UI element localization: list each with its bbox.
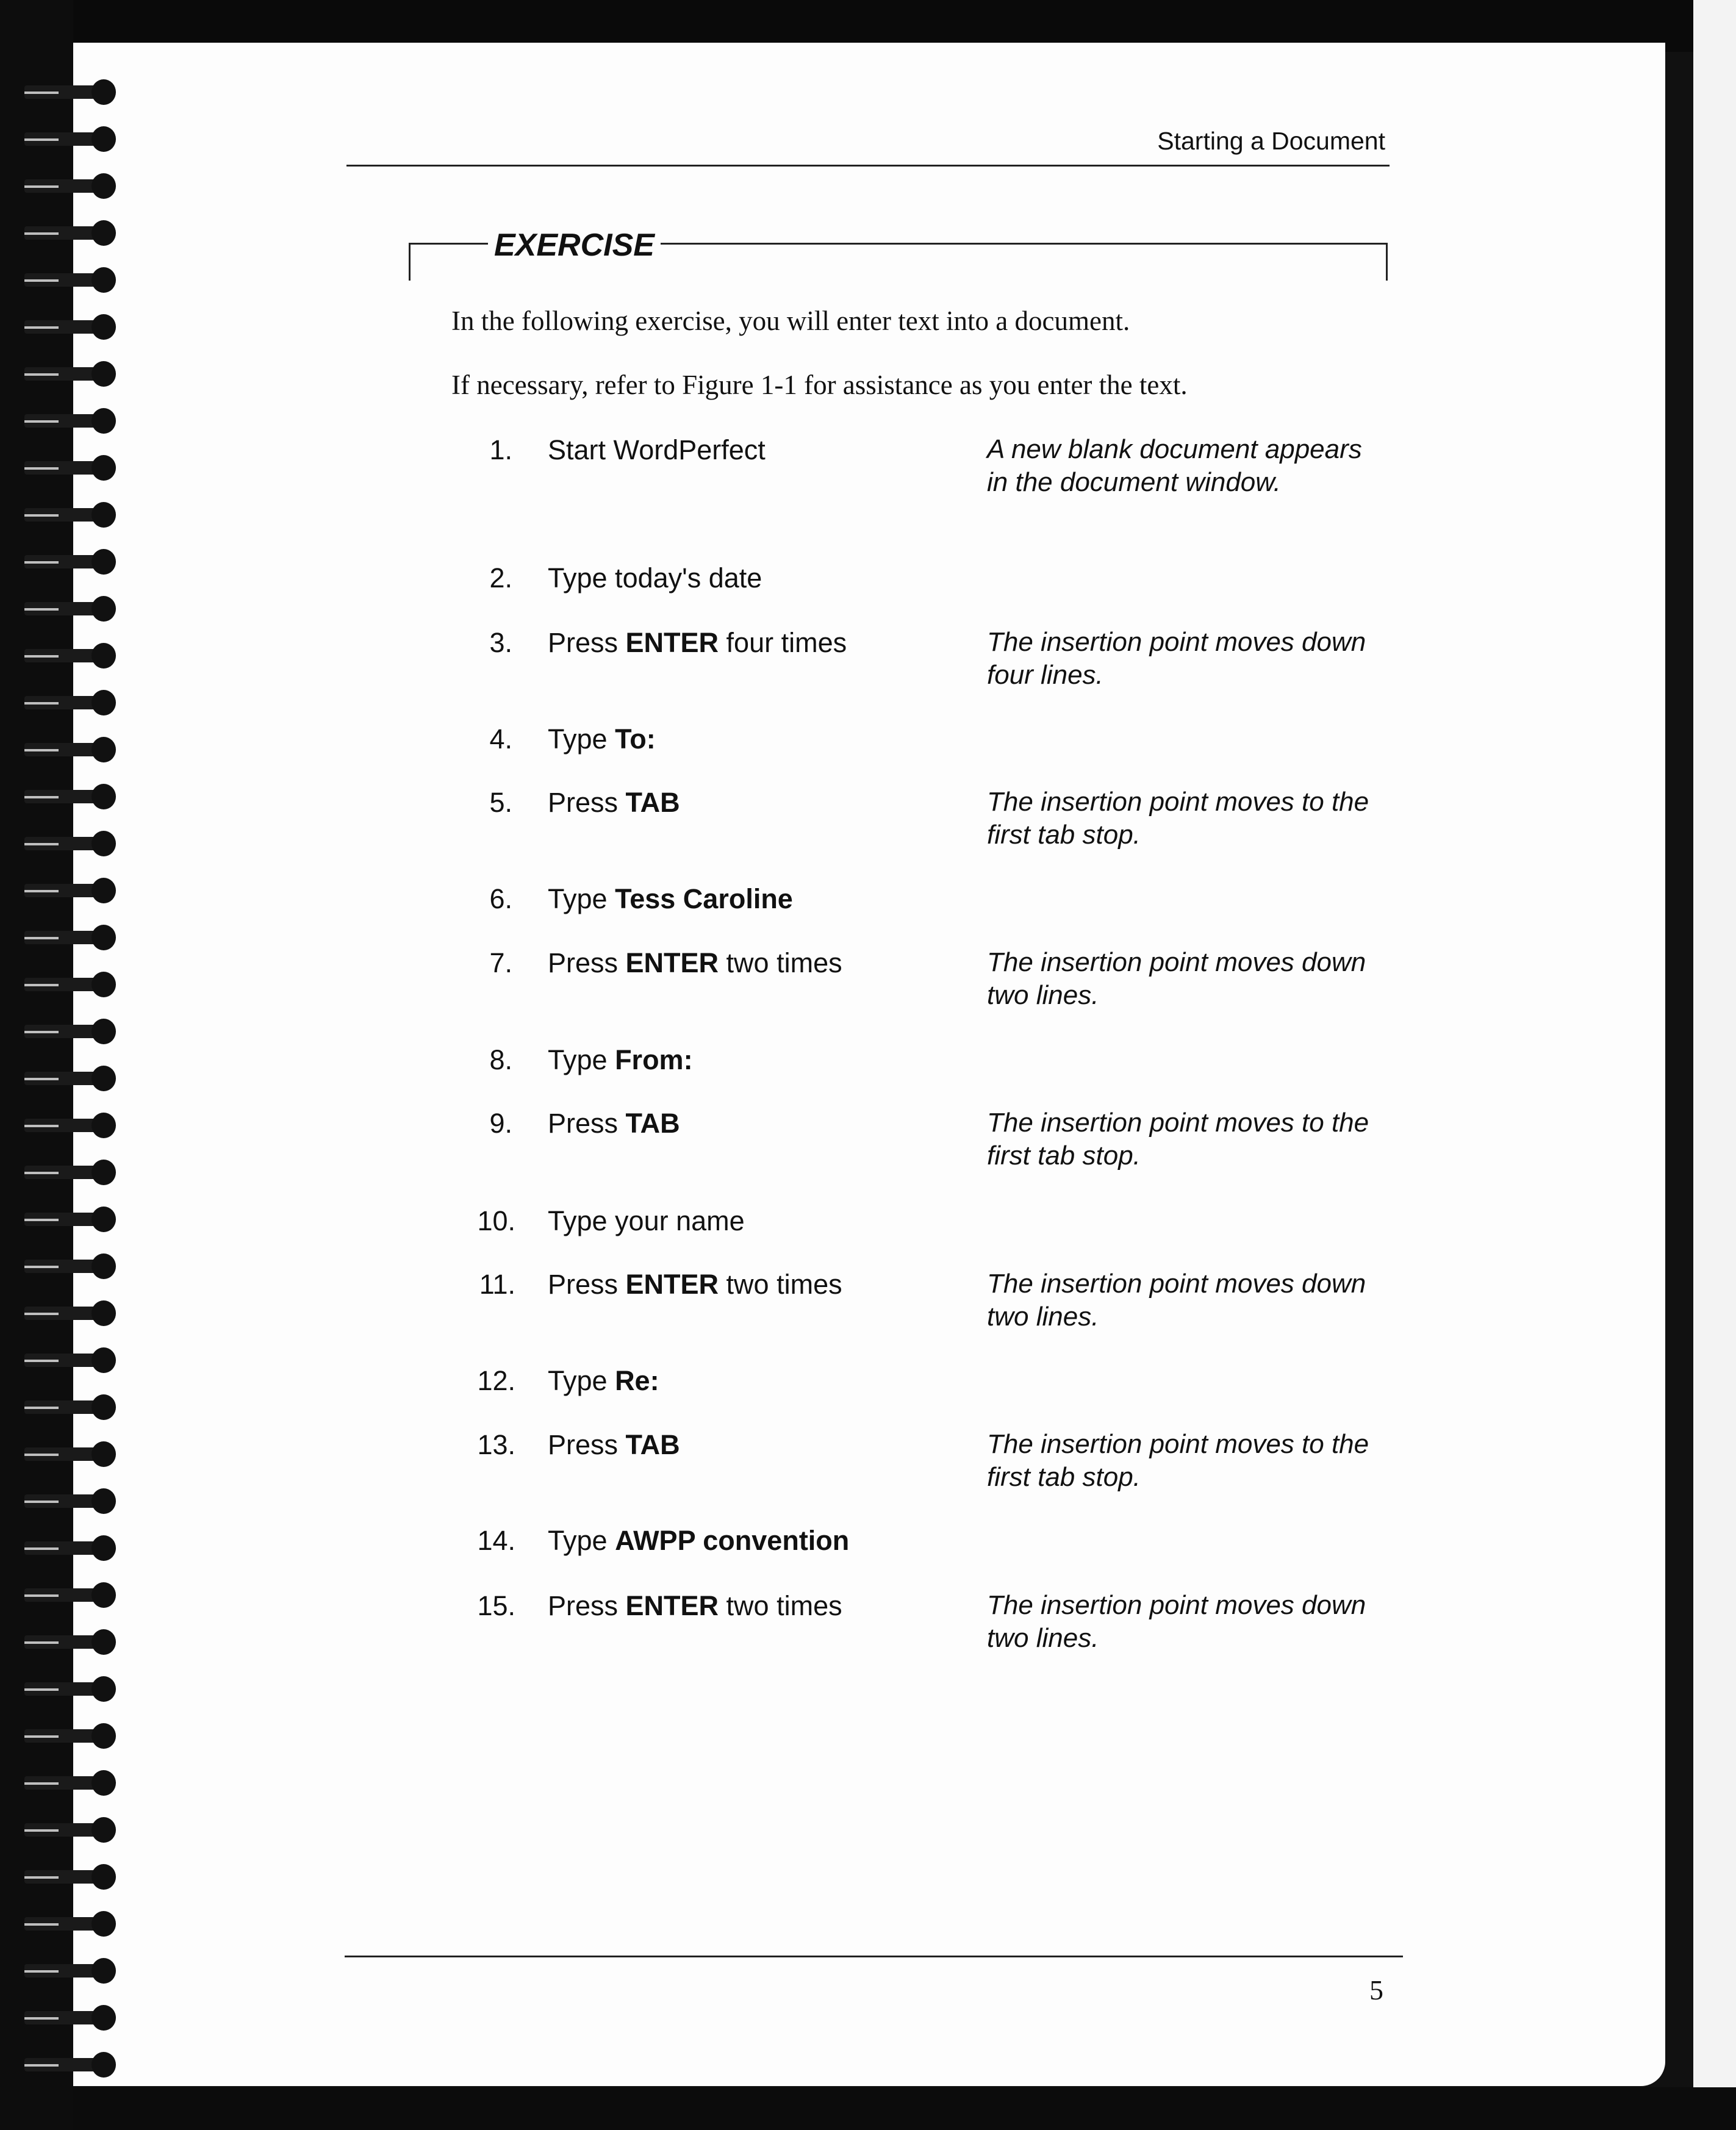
exercise-box-left bbox=[409, 243, 411, 281]
step-action bbox=[548, 1108, 680, 1139]
step-number: 8. bbox=[489, 1044, 512, 1075]
step-action bbox=[548, 1044, 693, 1076]
step-action bbox=[548, 627, 847, 659]
step-action-text: Press bbox=[548, 1429, 626, 1460]
step-action-keyword: ENTER bbox=[625, 627, 719, 658]
binding-ring bbox=[24, 596, 116, 622]
binding-ring bbox=[24, 408, 116, 434]
step-result-note: A new blank document appears in the document window. bbox=[987, 434, 1362, 497]
step-action bbox=[548, 1269, 842, 1300]
binding-ring bbox=[24, 831, 116, 856]
binding-ring bbox=[24, 925, 116, 950]
binding-ring bbox=[24, 455, 116, 481]
step-action-suffix: two times bbox=[719, 947, 842, 978]
binding-ring bbox=[24, 173, 116, 199]
binding-ring bbox=[24, 361, 116, 387]
step-result-note: The insertion point moves down four lines. bbox=[987, 627, 1366, 690]
step-action-text: Type bbox=[548, 1525, 615, 1556]
binding-ring bbox=[24, 314, 116, 340]
step-action bbox=[548, 1205, 745, 1237]
step-action-text: Type bbox=[548, 723, 615, 755]
step-result-note: The insertion point moves down two lines. bbox=[987, 947, 1366, 1010]
step-action-text: Press bbox=[548, 1269, 626, 1300]
step-result-note: The insertion point moves to the first tab stop. bbox=[987, 1108, 1369, 1171]
step-action-keyword: AWPP convention bbox=[615, 1525, 850, 1556]
page-number: 5 bbox=[1369, 1974, 1383, 2006]
binding-ring bbox=[24, 1347, 116, 1373]
step-number: 15. bbox=[477, 1590, 515, 1621]
step-action-text: Press bbox=[548, 947, 626, 978]
binding-ring bbox=[24, 220, 116, 246]
scan-bottom-border bbox=[0, 2087, 1736, 2130]
step-action bbox=[548, 1365, 659, 1397]
binding-ring bbox=[24, 267, 116, 293]
step-number: 6. bbox=[489, 883, 512, 914]
step-number: 13. bbox=[477, 1429, 515, 1460]
binding-ring bbox=[24, 972, 116, 997]
step-action bbox=[548, 787, 680, 819]
binding-ring bbox=[24, 502, 116, 528]
step-action-text: Press bbox=[548, 1590, 626, 1621]
binding-ring bbox=[24, 1253, 116, 1279]
binding-ring bbox=[24, 737, 116, 762]
step-action bbox=[548, 723, 656, 755]
step-action-keyword: TAB bbox=[625, 787, 680, 818]
binding-ring bbox=[24, 1300, 116, 1326]
binding-ring bbox=[24, 1441, 116, 1467]
step-action-text: Type bbox=[548, 1044, 615, 1075]
step-number: 7. bbox=[489, 947, 512, 978]
binding-ring bbox=[24, 126, 116, 152]
binding-ring bbox=[24, 784, 116, 809]
header-rule bbox=[346, 165, 1390, 167]
step-action bbox=[548, 883, 793, 915]
document-page bbox=[55, 43, 1665, 2086]
step-action-suffix: two times bbox=[719, 1269, 842, 1300]
step-action bbox=[548, 434, 766, 466]
step-action-text: Start WordPerfect bbox=[548, 434, 766, 465]
step-result-note: The insertion point moves down two lines. bbox=[987, 1269, 1366, 1332]
binding-ring bbox=[24, 2005, 116, 2031]
step-action-keyword: TAB bbox=[625, 1429, 680, 1460]
step-action-text: Type bbox=[548, 883, 615, 914]
exercise-intro-1: In the following exercise, you will enter text into a document. bbox=[451, 306, 1130, 336]
binding-ring bbox=[24, 1066, 116, 1091]
binding-ring bbox=[24, 1582, 116, 1608]
binding-ring bbox=[24, 1864, 116, 1890]
exercise-box-right bbox=[1386, 243, 1388, 281]
step-action-keyword: Re: bbox=[615, 1365, 659, 1396]
binding-ring bbox=[24, 1911, 116, 1937]
step-action-keyword: From: bbox=[615, 1044, 693, 1075]
binding-ring bbox=[24, 1958, 116, 1984]
step-number: 14. bbox=[477, 1525, 515, 1556]
step-result-note: The insertion point moves down two lines. bbox=[987, 1590, 1366, 1653]
exercise-heading: EXERCISE bbox=[488, 227, 661, 264]
step-action bbox=[548, 562, 762, 594]
binding-ring bbox=[24, 1113, 116, 1138]
step-action-text: Type bbox=[548, 1365, 615, 1396]
binding-ring bbox=[24, 1488, 116, 1514]
step-action-text: Type today's date bbox=[548, 562, 762, 593]
step-number: 2. bbox=[489, 562, 512, 593]
binding-ring bbox=[24, 1817, 116, 1843]
binding-ring bbox=[24, 1535, 116, 1561]
step-number: 1. bbox=[489, 434, 512, 465]
step-action-keyword: TAB bbox=[625, 1108, 680, 1139]
step-action-keyword: Tess Caroline bbox=[615, 883, 793, 914]
step-action-text: Press bbox=[548, 627, 626, 658]
binding-ring bbox=[24, 1723, 116, 1749]
step-action-keyword: ENTER bbox=[625, 947, 719, 978]
step-result-note: The insertion point moves to the first tab stop. bbox=[987, 1429, 1369, 1492]
binding-ring bbox=[24, 1629, 116, 1655]
step-action bbox=[548, 947, 842, 979]
step-action-text: Press bbox=[548, 787, 626, 818]
footer-rule bbox=[345, 1956, 1403, 1957]
step-number: 4. bbox=[489, 723, 512, 755]
step-action-suffix: two times bbox=[719, 1590, 842, 1621]
step-result-note: The insertion point moves to the first tab stop. bbox=[987, 787, 1369, 850]
binding-ring bbox=[24, 79, 116, 105]
binding-ring bbox=[24, 1160, 116, 1185]
step-action-keyword: To: bbox=[615, 723, 656, 755]
step-action-keyword: ENTER bbox=[625, 1590, 719, 1621]
binding-ring bbox=[24, 1394, 116, 1420]
step-action bbox=[548, 1590, 842, 1622]
step-number: 3. bbox=[489, 627, 512, 658]
step-number: 5. bbox=[489, 787, 512, 818]
step-action-keyword: ENTER bbox=[625, 1269, 719, 1300]
step-action-suffix: four times bbox=[719, 627, 847, 658]
step-action bbox=[548, 1525, 849, 1557]
running-header-title: Starting a Document bbox=[1157, 127, 1385, 155]
binding-ring bbox=[24, 2052, 116, 2078]
step-number: 12. bbox=[477, 1365, 515, 1396]
binding-ring bbox=[24, 1207, 116, 1232]
binding-ring bbox=[24, 878, 116, 903]
binding-ring bbox=[24, 549, 116, 575]
binding-ring bbox=[24, 643, 116, 669]
scan-right-margin bbox=[1693, 0, 1736, 2130]
step-number: 9. bbox=[489, 1108, 512, 1139]
binding-ring bbox=[24, 690, 116, 715]
binding-ring bbox=[24, 1019, 116, 1044]
step-action bbox=[548, 1429, 680, 1461]
step-number: 10. bbox=[477, 1205, 515, 1236]
exercise-intro-2: If necessary, refer to Figure 1-1 for assistance as you enter the text. bbox=[451, 370, 1188, 400]
step-action-text: Press bbox=[548, 1108, 626, 1139]
step-number: 11. bbox=[479, 1269, 515, 1300]
binding-ring bbox=[24, 1770, 116, 1796]
binding-ring bbox=[24, 1676, 116, 1702]
step-action-text: Type your name bbox=[548, 1205, 745, 1236]
